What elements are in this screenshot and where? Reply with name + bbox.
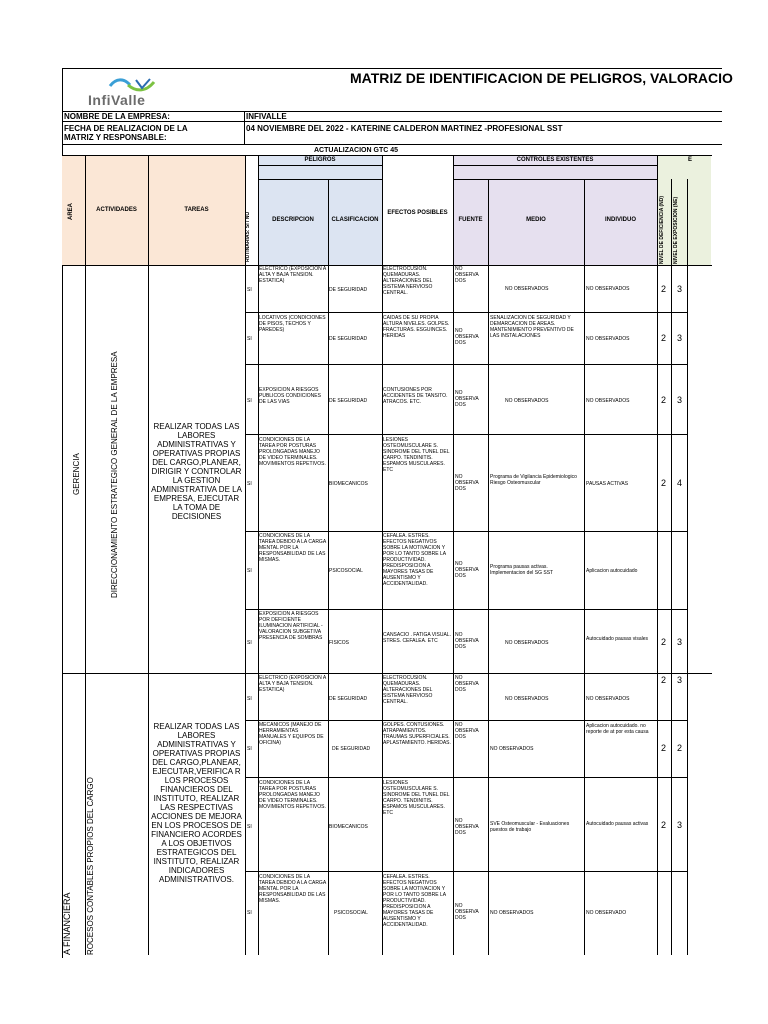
ne-value: 3 <box>677 284 683 294</box>
divider <box>584 179 585 955</box>
actividad-direccionamiento: DIRECCIONAMIENTO ESTRATEGICO GENERAL DE LA EMPRESA <box>110 351 119 598</box>
descripcion: CONDICIONES DE LA TAREA POR POSTURAS PROLONGADAS MANEJO DE VIDEO TERMINALES. MOVIMIENTOS REPETIVOS. <box>259 437 326 467</box>
divider <box>245 609 687 610</box>
descripcion: ELECTRICO (EXPOSICION A ALTA Y BAJA TENSION. ESTATICA) <box>259 266 326 284</box>
nd-value: 2 <box>661 637 667 647</box>
medio: NO OBSERVADOS <box>505 286 549 292</box>
descripcion: MECANICOS (MANEJO DE HERRAMIENTAS MANUALES Y EQUIPOS DE OFICINA) <box>259 722 324 746</box>
nd-header: NIVEL DE DEFICIENCIA (ND) <box>659 195 665 264</box>
efectos: ELECTROCUSION. QUEMADURAS. ALTERACIONES DEL SISTEMA NERVIOSO CENTRAL. <box>383 675 433 705</box>
divider <box>258 179 382 180</box>
medio: NO OBSERVADOS <box>505 640 549 646</box>
area-gerencia: GERENCIA <box>72 453 81 495</box>
divider <box>687 179 688 955</box>
individuo: PAUSAS ACTIVAS <box>586 481 629 487</box>
divider <box>453 155 454 955</box>
fuente: NO OBSERVA DOS <box>455 561 479 579</box>
divider <box>62 121 722 122</box>
rutinaria: SI <box>247 640 252 646</box>
area-header: AREA <box>68 202 74 220</box>
rutinaria: SI <box>247 568 252 574</box>
medio: Programa pausas activas. Implementacion del SG SST <box>490 564 554 576</box>
clasificacion: DE SEGURIDAD <box>332 746 371 752</box>
actividad-procesos-contables: ROCESOS CONTABLES PROPIOS DEL CARGO <box>86 777 95 955</box>
ne-value: 2 <box>677 743 683 753</box>
individuo: NO OBSERVADOS <box>586 398 630 404</box>
ne-value: 3 <box>677 395 683 405</box>
ne-header: NIVEL DE EXPOSICION (NE) <box>673 196 679 264</box>
medio: NO OBSERVADOS <box>505 696 549 702</box>
nd-value: 2 <box>661 478 667 488</box>
fuente-header: FUENTE <box>458 217 483 223</box>
medio: SVE Osteomuscular - Evaluaciones puestos de trabajo <box>490 821 570 833</box>
divider <box>62 673 712 674</box>
medio: Programa de Vigilancia Epidemiologico Riesgo Osteomuscular <box>490 474 577 486</box>
divider <box>453 165 657 166</box>
nd-value: 2 <box>661 675 667 685</box>
controles-header: CONTROLES EXISTENTES <box>516 157 594 163</box>
tarea-group2: REALIZAR TODAS LAS LABORES ADMINISTRATIVAS Y OPERATIVAS PROPIAS DEL CARGO,PLANEAR, EJECUTAR,VERIFICA R LOS PROCESOS FINANCIEROS DEL INSTITUTO, REALIZAR LAS RESPECTIVAS ACCIONES DE MEJORA EN LOS PROCESOS DE FINANCIERO ACORDES A LOS OBJETIVOS ESTRATEGICOS DEL INSTITUTO, REALIZAR INDICADORES ADMINISTRATIVOS. <box>151 722 242 884</box>
medio: NO OBSERVADOS <box>490 910 534 916</box>
area-financiera: A FINANCIERA <box>62 892 72 955</box>
individuo: NO OBSERVADOS <box>586 336 630 342</box>
descripcion: EXPOSICION A RIESGOS POR DEFICIENTE ILUMINACION ARTIFICIAL - VALORACION SUBGETIVA PRESENCIA DE SOMBRAS <box>259 611 323 641</box>
divider <box>671 179 672 955</box>
ne-value: 3 <box>677 333 683 343</box>
efectos: LESIONES OSTEOMUSCULARE S. SINDROME DEL TUNEL DEL CARPO. TENDINITIS. ESPAMOS MUSCULARES. ETC <box>383 437 450 473</box>
descripcion: CONDICIONES DE LA TAREA DEBIDO A LA CARGA MENTAL POR LA RESPONSABILIDAD DE LAS MISMAS. <box>259 874 326 904</box>
divider <box>245 312 687 313</box>
divider <box>245 434 687 435</box>
nd-value: 2 <box>661 820 667 830</box>
nd-value: 2 <box>661 743 667 753</box>
tareas-header: TAREAS <box>184 207 209 213</box>
efectos: ELECTROCUSION. QUEMADURAS. ALTERACIONES DEL SISTEMA NERVIOSO CENTRAL. <box>383 266 433 296</box>
efectos: CEFALEA. ESTRES. EFECTOS NEGATIVOS SOBRE LA MOTIVACION Y POR LO TANTO SOBRE LA PRODUCTIVIDAD. PREDISPOSICION A MAYORES TASAS DE AUSENTISMO Y ACCIDENTALIDAD. <box>383 533 446 587</box>
rutinaria: SI <box>247 398 252 404</box>
fuente: NO OBSERVA DOS <box>455 722 479 740</box>
clasificacion: FISICOS <box>329 640 350 646</box>
efectos: CONTUSIONES POR ACCIDENTES DE TANSITO. ATRACOS. ETC. <box>383 387 448 405</box>
clasificacion: DE SEGURIDAD <box>329 696 368 702</box>
descripcion-header: DESCRIPCION <box>272 217 314 223</box>
medio: NO OBSERVADOS <box>490 746 534 752</box>
descripcion: ELECTRICO (EXPOSICION A ALTA Y BAJA TENSION. ESTATICA) <box>259 675 326 693</box>
divider <box>328 179 329 955</box>
ne-value: 3 <box>677 637 683 647</box>
tarea-group1: REALIZAR TODAS LAS LABORES ADMINISTRATIVAS Y OPERATIVAS PROPIAS DEL CARGO,PLANEAR, DIRIGIR Y CONTROLAR LA GESTION ADMINISTRATIVA DE LA EMPRESA, EJECUTAR LA TOMA DE DECISIONES <box>151 422 242 521</box>
logo-text: InfiValle <box>88 92 146 108</box>
fuente: NO OBSERVA DOS <box>455 474 479 492</box>
individuo: Autocuidado pausas activas <box>586 821 649 827</box>
individuo: Aplicacion autocuidado. no reporte de at por esta causa <box>586 723 649 735</box>
company-name-label: NOMBRE DE LA EMPRESA: <box>64 112 170 121</box>
individuo: Autocuidado pausas visales <box>586 636 648 642</box>
divider <box>62 155 712 156</box>
divider <box>245 720 687 721</box>
descripcion: CONDICIONES DE LA TAREA POR POSTURAS PROLONGADAS MANEJO DE VIDEO TERMINALES. MOVIMIENTOS REPETIVOS. <box>259 780 326 810</box>
infivalle-logo <box>88 76 188 110</box>
individuo: NO OBSERVADOS <box>586 286 630 292</box>
clasificacion: BIOMECANICOS <box>329 481 368 487</box>
descripcion: CONDICIONES DE LA TAREA DEBIDO A LA CARGA MENTAL POR LA RESPONSABILIDAD DE LAS MISMAS. <box>259 533 326 563</box>
divider <box>245 531 687 532</box>
divider <box>245 871 687 872</box>
efectos: GOLPES. CONTUSIONES. ATRAPAMIENTOS. TRAUMAS SUPERFICIALES. APLASTAMIENTO. HERIDAS. <box>383 722 451 746</box>
divider <box>453 179 657 180</box>
rutinaria: SI <box>247 481 252 487</box>
clasificacion: PSICOSOCIAL <box>334 910 368 916</box>
medio: SEÑALIZACION DE SEGURIDAD Y DEMARCACION DE AREAS. MANTENIMIENTO PREVENTIVO DE LAS INSTALACIONES <box>490 315 574 339</box>
efectos: LESIONES OSTEOMUSCULARE S. SINDROME DEL TUNEL DEL CARPO. TENDINITIS. ESPAMOS MUSCULARES. ETC <box>383 780 450 816</box>
fuente: NO OBSERVA DOS <box>455 818 479 836</box>
eval-header: E <box>687 157 692 163</box>
divider <box>258 165 382 166</box>
rutinarias-header: RUTINARIAS: SI / NO <box>245 211 251 262</box>
peligros-header: PELIGROS <box>304 157 336 163</box>
rutinaria: SI <box>247 336 252 342</box>
individuo: Aplicacion autocuidado <box>586 568 638 574</box>
medio-header: MEDIO <box>526 217 546 223</box>
clasificacion: BIOMECANICOS <box>329 824 368 830</box>
divider <box>244 111 245 144</box>
fuente: NO OBSERVA DOS <box>455 675 479 693</box>
descripcion: LOCATIVOS (CONDICIONES DE PISOS, TECHOS Y PAREDES) <box>259 315 326 333</box>
ne-value: 3 <box>677 675 683 685</box>
rutinaria: SI <box>247 910 252 916</box>
divider <box>488 179 489 955</box>
medio: NO OBSERVADOS <box>505 398 549 404</box>
clasificacion: DE SEGURIDAD <box>329 398 368 404</box>
efectos: CAIDAS DE SU PROPIA ALTURA NIVELES. GOLPES. FRACTURAS. ESGUINCES. HERIDAS <box>383 315 450 339</box>
divider <box>245 777 687 778</box>
rutinaria: SI <box>247 824 252 830</box>
divider <box>245 155 246 955</box>
clasificacion: DE SEGURIDAD <box>329 287 368 293</box>
individuo-header: INDIVIDUO <box>604 217 636 223</box>
clasificacion: PSICOSOCIAL <box>329 568 363 574</box>
efectos: CANSACIO . FATIGA VISUAL. STRES. CEFALEA. ETC <box>383 632 451 644</box>
descripcion: EXPOSICION A RIESGOS PUBLICOS CONDICIONES DE LAS VIAS <box>259 387 321 405</box>
fuente: NO OBSERVA DOS <box>455 903 479 921</box>
page-title: MATRIZ DE IDENTIFICACION DE PELIGROS, VALORACIO <box>350 70 733 86</box>
efectos: CEFALEA. ESTRES. EFECTOS NEGATIVOS SOBRE LA MOTIVACION Y POR LO TANTO SOBRE LA PRODUCTIVIDAD. PREDISPOSICION A MAYORES TASAS DE AUSENTISMO Y ACCIDENTALIDAD. <box>383 874 446 928</box>
clasificacion: DE SEGURIDAD <box>329 336 368 342</box>
ne-value: 3 <box>677 820 683 830</box>
individuo: NO OBSERVADO <box>586 910 627 916</box>
individuo: NO OBSERVADOS <box>586 696 630 702</box>
nd-value: 2 <box>661 284 667 294</box>
nd-value: 2 <box>661 395 667 405</box>
clasificacion-header: CLASIFICACION <box>331 217 379 223</box>
nd-value: 2 <box>661 333 667 343</box>
date-value: 04 NOVIEMBRE DEL 2022 - KATERINE CALDERON MARTINEZ -PROFESIONAL SST <box>246 124 563 133</box>
actividades-header: ACTIVIDADES <box>96 207 137 213</box>
fuente: NO OBSERVA DOS <box>455 632 479 650</box>
date-label-1: FECHA DE REALIZACION DE LA <box>64 124 188 133</box>
company-name-value: INFIVALLE <box>246 112 287 121</box>
divider <box>245 364 687 365</box>
fuente: NO OBSERVA DOS <box>455 266 479 284</box>
rutinaria: SI <box>247 287 252 293</box>
gtc-header: ACTUALIZACION GTC 45 <box>314 146 398 154</box>
divider <box>657 155 658 955</box>
efectos-header: EFECTOS POSIBLES <box>387 209 448 216</box>
rutinaria: SI <box>247 746 252 752</box>
ne-value: 4 <box>677 478 683 488</box>
header-eval-bg <box>657 155 711 265</box>
fuente: NO OBSERVA DOS <box>455 328 479 346</box>
rutinaria: SI <box>247 696 252 702</box>
fuente: NO OBSERVA DOS <box>455 390 479 408</box>
date-label-2: MATRIZ Y RESPONSABLE: <box>64 133 167 142</box>
